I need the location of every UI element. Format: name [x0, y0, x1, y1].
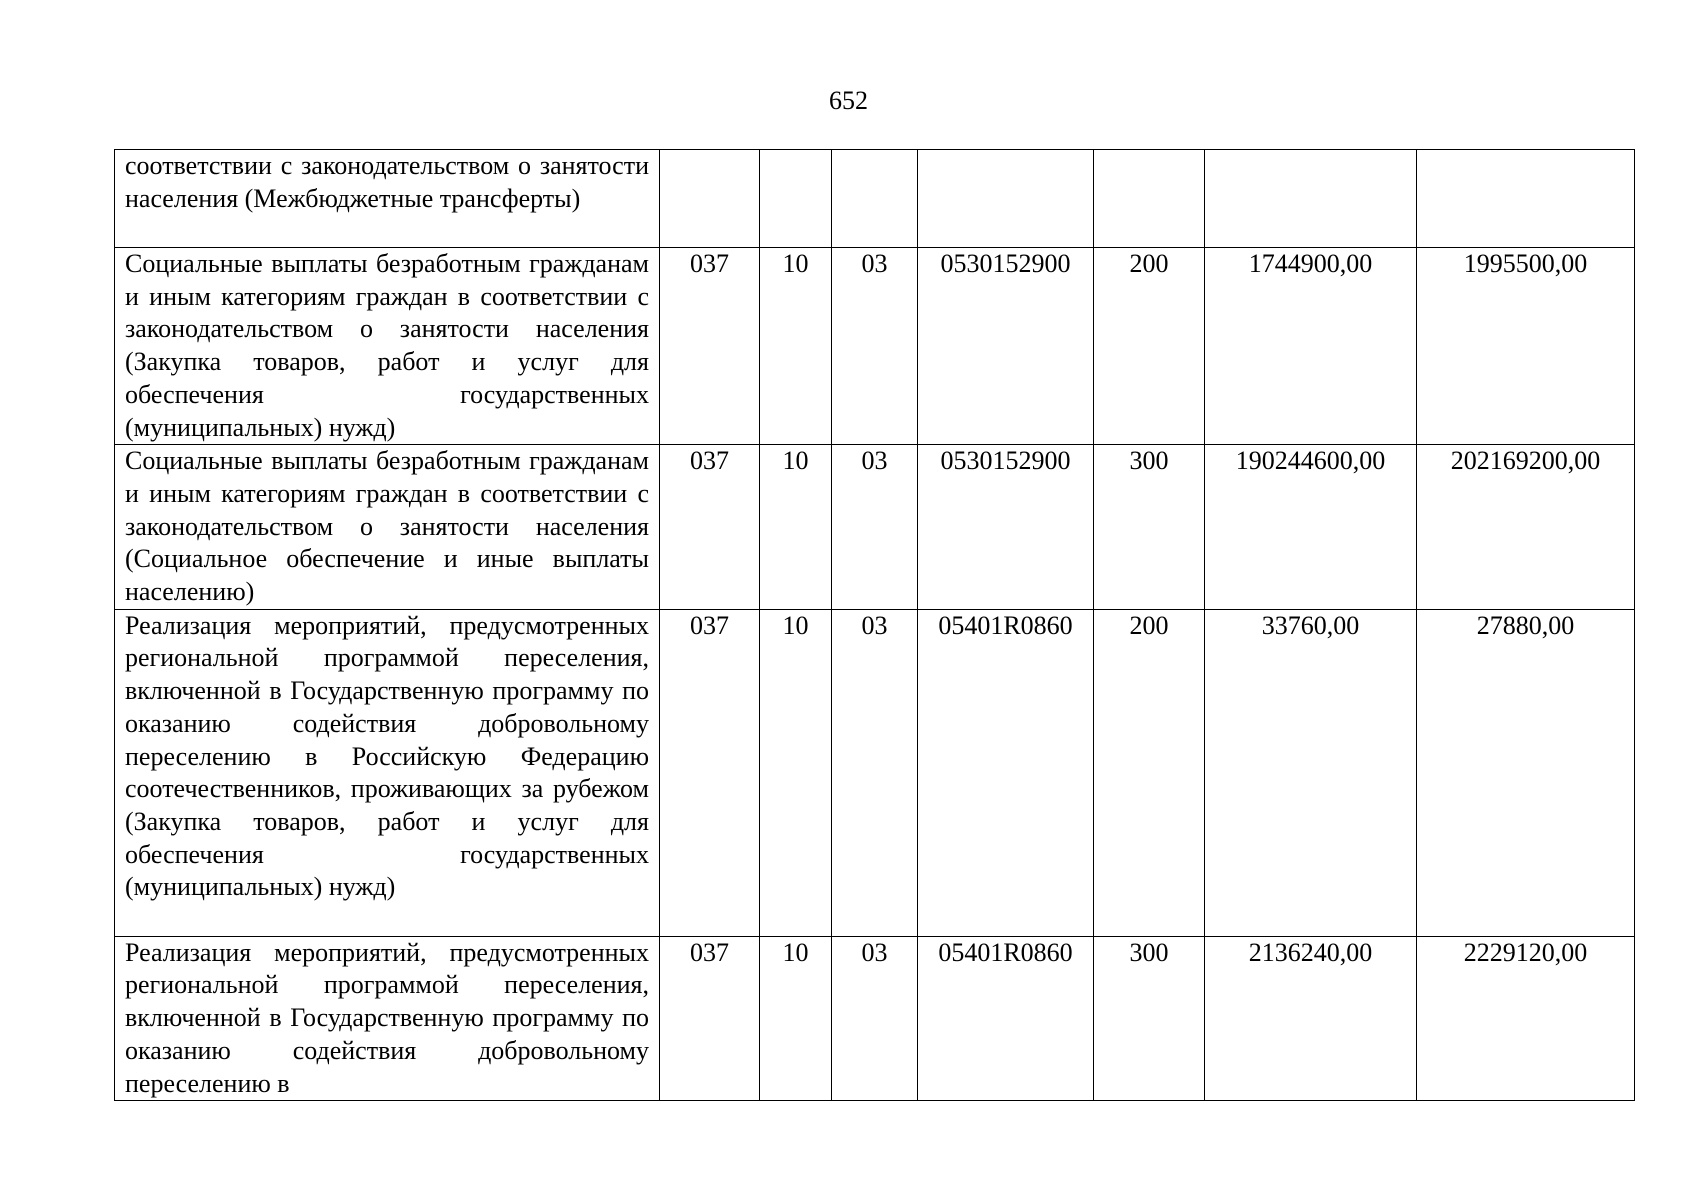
expense-type-cell: 200: [1094, 609, 1205, 936]
target-article-cell: 0530152900: [918, 445, 1094, 610]
target-article-cell: 05401R0860: [918, 609, 1094, 936]
subsection-cell: 03: [832, 609, 918, 936]
subsection-cell: 03: [832, 445, 918, 610]
subsection-cell: 03: [832, 936, 918, 1101]
row-description-cell: [115, 150, 660, 248]
expense-type-cell: 300: [1094, 936, 1205, 1101]
row-description: Социальные выплаты безработным гражданам и иным категориям граждан в соответствии с законодательством о занятости населения (Закупка товаров, работ и услуг для обеспечения государственных (муниципальных) нужд): [125, 249, 649, 442]
expense-type-cell: 200: [1094, 248, 1205, 445]
grbs-cell: 037: [660, 936, 760, 1101]
target-article-cell: 0530152900: [918, 248, 1094, 445]
section-cell: 10: [760, 609, 832, 936]
row-description-cell: [115, 936, 660, 1101]
year2-amount-cell: [1417, 150, 1635, 248]
subsection-cell: [832, 150, 918, 248]
expense-type-cell: [1094, 150, 1205, 248]
target-article-cell: 05401R0860: [918, 936, 1094, 1101]
table-row: [115, 248, 1635, 445]
row-description-cell: [115, 609, 660, 936]
target-article-cell: [918, 150, 1094, 248]
grbs-cell: [660, 150, 760, 248]
year2-amount-cell: 1995500,00: [1417, 248, 1635, 445]
page-number: 652: [829, 86, 868, 115]
grbs-cell: 037: [660, 445, 760, 610]
grbs-cell: 037: [660, 248, 760, 445]
section-cell: [760, 150, 832, 248]
table-row: [115, 936, 1635, 1101]
subsection-cell: 03: [832, 248, 918, 445]
year1-amount-cell: 2136240,00: [1205, 936, 1417, 1101]
row-description: Социальные выплаты безработным гражданам и иным категориям граждан в соответствии с законодательством о занятости населения (Социальное обеспечение и иные выплаты населению): [125, 446, 649, 607]
row-description: соответствии с законодательством о занятости населения (Межбюджетные трансферты): [125, 151, 649, 213]
grbs-cell: 037: [660, 609, 760, 936]
year2-amount-cell: 202169200,00: [1417, 445, 1635, 610]
expense-type-cell: 300: [1094, 445, 1205, 610]
section-cell: 10: [760, 445, 832, 610]
table-row: [115, 445, 1635, 610]
year2-amount-cell: 27880,00: [1417, 609, 1635, 936]
budget-table: [114, 149, 1635, 1101]
table-row: [115, 150, 1635, 248]
row-description: Реализация мероприятий, предусмотренных региональной программой переселения, включенной в Государственную программу по оказанию содействия добровольному переселению в: [125, 937, 649, 1098]
section-cell: 10: [760, 248, 832, 445]
row-description: Реализация мероприятий, предусмотренных региональной программой переселения, включенной в Государственную программу по оказанию содействия добровольному переселению в Российскую Федерацию соотечественников, проживающих за рубежом (Закупка товаров, работ и услуг для обеспечения государственных (муниципальных) нужд): [125, 610, 649, 902]
year1-amount-cell: 1744900,00: [1205, 248, 1417, 445]
year1-amount-cell: [1205, 150, 1417, 248]
row-description-cell: [115, 248, 660, 445]
row-description-cell: [115, 445, 660, 610]
section-cell: 10: [760, 936, 832, 1101]
year1-amount-cell: 190244600,00: [1205, 445, 1417, 610]
year1-amount-cell: 33760,00: [1205, 609, 1417, 936]
table-row: [115, 609, 1635, 936]
year2-amount-cell: 2229120,00: [1417, 936, 1635, 1101]
